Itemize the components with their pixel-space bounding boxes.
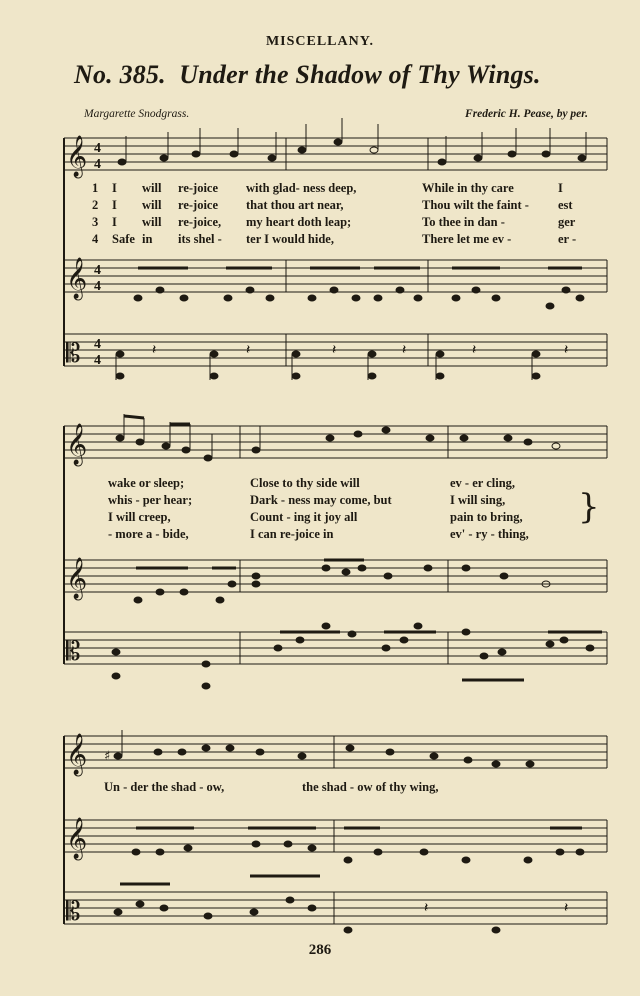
hymn-number: No. 385. <box>74 60 166 89</box>
system-2-bass-staff <box>64 632 607 664</box>
svg-text:𝄽: 𝄽 <box>402 342 407 358</box>
author-credit: Margarette Snodgrass. <box>84 108 190 120</box>
treble-clef-icon: 𝄞 <box>66 818 88 859</box>
treble-clef-icon: 𝄞 <box>66 734 88 775</box>
svg-text:4: 4 <box>94 279 101 294</box>
system-1-bass-notes <box>116 342 568 380</box>
composer-credit: Frederic H. Pease, by per. <box>465 108 588 120</box>
treble-clef-icon: 𝄞 <box>66 258 88 299</box>
system-1-harmony-notes <box>134 268 584 309</box>
svg-text:4: 4 <box>94 337 101 352</box>
svg-text:𝄽: 𝄽 <box>152 342 157 358</box>
svg-text:4: 4 <box>94 353 101 368</box>
system-2-melody-notes <box>116 414 560 461</box>
chorus-lyric-b: the shad - ow of thy wing, <box>302 780 439 794</box>
svg-text:4: 4 <box>94 141 101 156</box>
system-2-harmony-staff <box>64 560 607 592</box>
verse-brace-icon: } <box>578 487 600 527</box>
svg-text:♯: ♯ <box>104 749 111 764</box>
system-3-harmony-notes <box>132 828 584 863</box>
verse-lyrics: wake or sleep; whis - per hear; I will creep, - more a - bide, Close to thy side will Dark - ness may come, but Count - ing it joy all I can re-joice in ev - er cling, I will sing, pain to bring, ev' - ry - thing, <box>108 476 529 541</box>
svg-text:4: 4 <box>94 263 101 278</box>
page-number: 286 <box>308 942 332 958</box>
svg-text:𝄽: 𝄽 <box>246 342 251 358</box>
svg-text:𝄽: 𝄽 <box>564 900 569 916</box>
svg-text:𝄽: 𝄽 <box>472 342 477 358</box>
section-heading: MISCELLANY. <box>265 34 375 49</box>
svg-text:𝄽: 𝄽 <box>424 900 429 916</box>
chorus-lyric-a: Un - der the shad - ow, <box>104 780 225 794</box>
c-clef-icon: 𝄡 <box>66 897 81 927</box>
svg-text:4: 4 <box>94 157 101 172</box>
treble-clef-icon: 𝄞 <box>66 424 88 465</box>
treble-clef-icon: 𝄞 <box>66 558 88 599</box>
treble-clef-icon: 𝄞 <box>66 136 88 177</box>
verse-lyrics: 1 2 3 4 I I I Safe will will will in re-joice re-joice re-joice, its shel - with glad- ness deep, that thou art near, my heart doth leap; ter I would hide, While in thy care Thou wilt the faint - To thee in dan - There let me ev - I est ger er - <box>92 181 577 246</box>
c-clef-icon: 𝄡 <box>66 637 81 667</box>
system-3-harmony-staff <box>64 820 607 852</box>
system-2-harmony-notes <box>134 560 550 603</box>
svg-text:𝄽: 𝄽 <box>332 342 337 358</box>
svg-text:𝄽: 𝄽 <box>564 342 569 358</box>
system-3-melody-staff <box>64 736 607 768</box>
hymn-title-text: Under the Shadow of Thy Wings. <box>179 60 541 89</box>
c-clef-icon: 𝄡 <box>66 339 81 369</box>
system-1-melody-notes <box>118 118 586 165</box>
system-3-bass-staff <box>64 892 607 924</box>
